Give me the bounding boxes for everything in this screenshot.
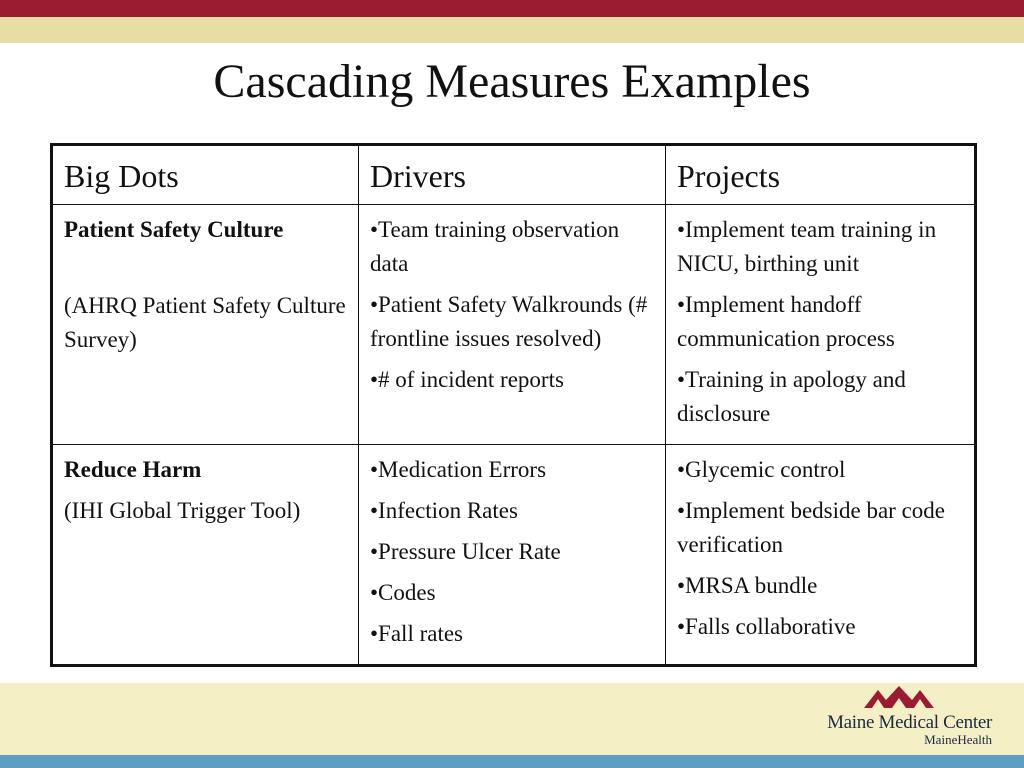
big-dot-title: Patient Safety Culture bbox=[64, 217, 284, 242]
project-item: •Falls collaborative bbox=[677, 614, 856, 639]
top-red-band bbox=[0, 0, 1024, 17]
slide-title: Cascading Measures Examples bbox=[213, 55, 811, 108]
project-item: •Implement team training in NICU, birthing unit bbox=[677, 217, 937, 276]
driver-item: •Infection Rates bbox=[370, 498, 518, 523]
project-item: •MRSA bundle bbox=[677, 573, 818, 598]
drivers-cell bbox=[359, 205, 666, 445]
driver-item: •Fall rates bbox=[370, 621, 463, 646]
driver-item: •Pressure Ulcer Rate bbox=[370, 539, 561, 564]
big-dot-subtitle: (IHI Global Trigger Tool) bbox=[64, 498, 301, 523]
header-big-dots: Big Dots bbox=[52, 145, 359, 205]
big-dot-title: Reduce Harm bbox=[64, 457, 202, 482]
org-name: Maine Medical Center bbox=[827, 712, 992, 733]
big-dot-cell bbox=[52, 445, 359, 666]
big-dot-subtitle: (AHRQ Patient Safety Culture Survey) bbox=[64, 293, 346, 352]
projects-cell bbox=[666, 445, 976, 666]
driver-item: •Codes bbox=[370, 580, 436, 605]
org-logo bbox=[806, 686, 1006, 750]
project-item: •Implement handoff communication process bbox=[677, 292, 895, 351]
driver-item: •Medication Errors bbox=[370, 457, 547, 482]
top-tan-band bbox=[0, 17, 1024, 43]
table-row bbox=[52, 445, 976, 666]
mountain-logo-icon bbox=[864, 686, 934, 708]
header-projects: Projects bbox=[666, 145, 976, 205]
driver-item: •# of incident reports bbox=[370, 367, 564, 392]
project-item: •Training in apology and disclosure bbox=[677, 367, 906, 426]
drivers-cell bbox=[359, 445, 666, 666]
header-drivers: Drivers bbox=[359, 145, 666, 205]
bottom-blue-band bbox=[0, 755, 1024, 768]
projects-cell bbox=[666, 205, 976, 445]
project-item: •Implement bedside bar code verification bbox=[677, 498, 945, 557]
project-item: •Glycemic control bbox=[677, 457, 846, 482]
big-dot-cell bbox=[52, 205, 359, 445]
measures-table bbox=[50, 143, 977, 667]
driver-item: •Patient Safety Walkrounds (# frontline issues resolved) bbox=[370, 292, 648, 351]
org-subname: MaineHealth bbox=[924, 732, 992, 747]
table-header-row bbox=[52, 145, 976, 205]
table-row bbox=[52, 205, 976, 445]
driver-item: •Team training observation data bbox=[370, 217, 620, 276]
